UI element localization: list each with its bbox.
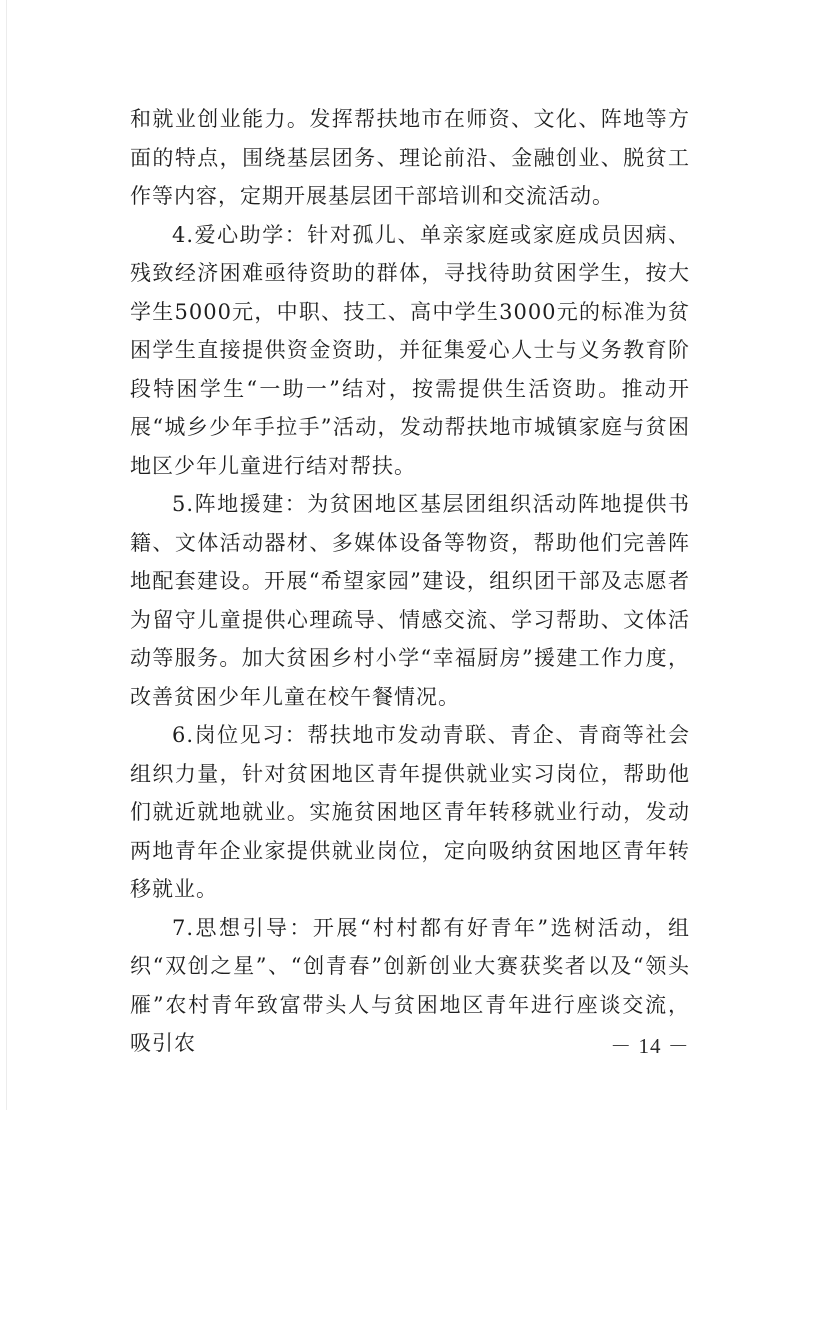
paragraph-continuation: 和就业创业能力。发挥帮扶地市在师资、文化、阵地等方面的特点，围绕基层团务、理论前沿、金融创业、脱贫工作等内容，定期开展基层团干部培训和交流活动。 [130, 107, 690, 208]
paragraph-item-5-facility-construction: 5.阵地援建：为贫困地区基层团组织活动阵地提供书籍、文体活动器材、多媒体设备等物资，帮助他们完善阵地配套建设。开展“希望家园”建设，组织团干部及志愿者为留守儿童提供心理疏导、情感交流、学习帮助、文体活动等服务。加大贫困乡村小学“幸福厨房”援建工作力度，改善贫困少年儿童在校午餐情况。 [130, 492, 690, 709]
paragraph-item-4-charity-education: 4.爱心助学：针对孤儿、单亲家庭或家庭成员因病、残致经济困难亟待资助的群体，寻找待助贫困学生，按大学生5000元，中职、技工、高中学生3000元的标准为贫困学生直接提供资金资助，并征集爱心人士与义务教育阶段特困学生“一助一”结对，按需提供生活资助。推动开展“城乡少年手拉手”活动，发动帮扶地市城镇家庭与贫困地区少年儿童进行结对帮扶。 [130, 222, 690, 478]
scan-edge-line [6, 0, 7, 1110]
page-number: － 14 － [610, 1034, 690, 1058]
body-text [130, 100, 690, 1063]
paragraph-item-7-ideological-guidance: 7.思想引导：开展“村村都有好青年”选树活动，组织“双创之星”、“创青春”创新创业大赛获奖者以及“领头雁”农村青年致富带头人与贫困地区青年进行座谈交流，吸引农 [130, 915, 690, 1055]
paragraph-item-6-internship-positions: 6.岗位见习：帮扶地市发动青联、青企、青商等社会组织力量，针对贫困地区青年提供就业实习岗位，帮助他们就近就地就业。实施贫困地区青年转移就业行动，发动两地青年企业家提供就业岗位，定向吸纳贫困地区青年转移就业。 [130, 723, 690, 901]
